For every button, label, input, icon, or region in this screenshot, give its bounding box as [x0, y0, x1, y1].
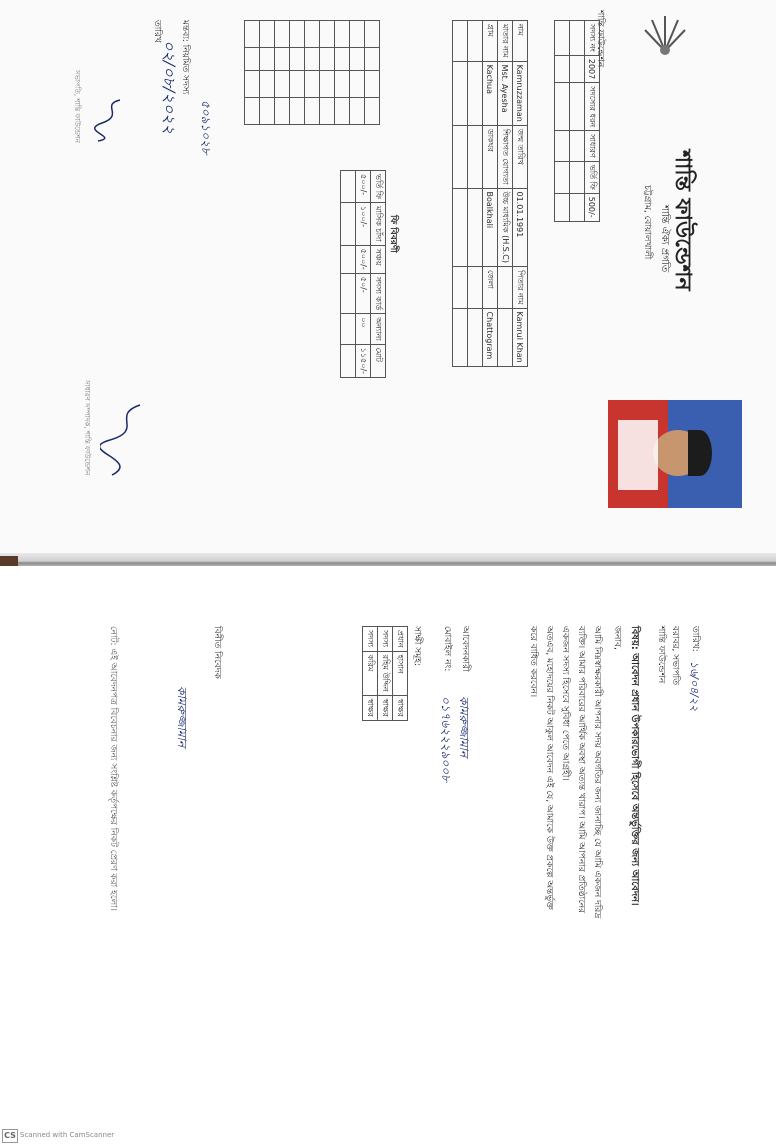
personal-label: শিক্ষাগত যোগ্যতা — [498, 125, 513, 188]
table-row — [305, 21, 320, 125]
fee-value: ১১৫০/- — [356, 344, 371, 377]
signature-left — [90, 95, 130, 145]
personal-label: নাম — [513, 21, 528, 62]
table-row — [341, 171, 356, 378]
reference-name: করিম — [363, 651, 378, 695]
camscanner-watermark: Scanned with CamScanner — [20, 1131, 115, 1139]
address-label: গ্রাম — [483, 21, 498, 62]
foundation-logo-icon — [640, 6, 690, 56]
table-row — [350, 21, 365, 125]
signature-right-caption: সাধারণ সম্পাদক, শান্তি ফাউন্ডেশন — [83, 380, 91, 476]
table-row — [356, 171, 371, 378]
fee-value: ০০ — [356, 314, 371, 344]
info-value: 2007 — [585, 55, 600, 82]
personal-value: Kamrul Khan — [513, 308, 528, 366]
table-row — [378, 627, 393, 721]
table-row — [393, 627, 408, 721]
fee-value: ৫০০/- — [356, 245, 371, 273]
certificate-title: শান্তি ফাউন্ডেশন — [670, 150, 695, 291]
personal-label: মাতার নাম — [498, 21, 513, 62]
fee-label: অন্যান্য — [371, 314, 386, 344]
signature-right — [100, 400, 150, 480]
personal-value: 01.01.1991 — [513, 188, 528, 267]
fee-table — [340, 170, 386, 378]
closing-signature: কামরুজ্জামান — [175, 686, 189, 748]
table-row — [453, 21, 468, 367]
personal-label: পিতার নাম — [513, 267, 528, 309]
fee-value: ৫০০/- — [356, 171, 371, 203]
table-row — [513, 21, 528, 367]
application-subject: বিষয়: আবেদন প্রধান উপকারভোগী হিসেবে অন্তর্ভুক্তির জন্য আবেদন। — [629, 626, 640, 906]
salutation: জনাব, — [612, 626, 622, 650]
personal-value: Mst. Ayesha — [498, 61, 513, 125]
fee-table-title: ফি বিবরণী — [388, 215, 398, 253]
note-label: মন্তব্য: নিয়মিত সদস্য — [180, 20, 190, 95]
fee-label: সদস্য কার্ড — [371, 273, 386, 313]
member-info-table — [554, 20, 600, 222]
ledger-table — [244, 20, 380, 125]
certificate-location: চট্টগ্রাম, বোয়ালখালী — [642, 185, 652, 260]
table-row — [468, 21, 483, 367]
body-line: ব্যক্তি। আমার পরিবারের আর্থিক অবস্থা অত্যন্ত খারাপ। আমি আপনার প্রতিষ্ঠানের — [576, 626, 586, 914]
fee-label: মোট — [371, 344, 386, 377]
org-name-small: শান্তি ফাউন্ডেশন — [595, 10, 605, 68]
table-row — [585, 21, 600, 222]
table-row — [483, 21, 498, 367]
address-value: Boalkhali — [483, 188, 498, 267]
application-date: ১৬/০৪/২২ — [688, 661, 701, 712]
applicant-label: আবেদনকারী — [460, 626, 470, 672]
signature-left-caption: সভাপতি, শান্তি ফাউন্ডেশন — [73, 70, 81, 143]
table-row — [320, 21, 335, 125]
table-row — [371, 171, 386, 378]
info-label: সদস্যের ধরন — [585, 83, 600, 131]
footer-note: নোট: এই আবেদনপত্র বিবেচনার জন্য সংশ্লিষ্ট কর্তৃপক্ষের নিকট প্রেরণ করা হলো। — [108, 626, 118, 912]
applicant-name: কামরুজ্জামান — [457, 696, 471, 758]
certificate-sheet — [0, 0, 776, 560]
address-label: ডাকঘর — [483, 125, 498, 188]
reference-name: হাসান — [393, 651, 408, 695]
fee-label: সঞ্চয় — [371, 245, 386, 273]
table-row — [365, 21, 380, 125]
address-value: Kachua — [483, 61, 498, 125]
info-label: সদস্য নং — [585, 21, 600, 56]
member-photo — [608, 400, 742, 508]
application-date-label: তারিখ: — [690, 626, 700, 652]
reference-sign: স্বাক্ষর — [378, 695, 393, 720]
table-row — [245, 21, 260, 125]
closing-text: বিনীত নিবেদক — [212, 626, 222, 679]
table-row — [498, 21, 513, 367]
camscanner-logo-icon: CS — [2, 1129, 18, 1143]
body-line: আমি নিম্নস্বাক্ষরকারী আপনার সদয় অবগতির জন্য জানাচ্ছি যে আমি একজন দরিদ্র — [592, 626, 602, 919]
info-value: সাধারণ — [585, 131, 600, 162]
personal-label: জন্ম তারিখ — [513, 125, 528, 188]
reference-name: রহিম উদ্দিন — [378, 651, 393, 695]
to-line: বরাবর, সভাপতি — [670, 626, 680, 685]
references-title: সাক্ষী সমূহ: — [412, 626, 422, 666]
personal-value: Kamruzzaman — [513, 61, 528, 125]
body-line: অতএব, মহোদয়ের নিকট আকুল আবেদন এই যে, আমাকে উক্ত প্রকল্পে অন্তর্ভুক্ত — [544, 626, 554, 910]
fee-value: ১০০/- — [356, 202, 371, 245]
reference-sign: স্বাক্ষর — [393, 695, 408, 720]
issue-date: ০২/০৮/২০২২ — [160, 40, 179, 134]
fee-value: ৫০/- — [356, 273, 371, 313]
references-table — [362, 626, 408, 721]
reference-sign: স্বাক্ষর — [363, 695, 378, 720]
table-row — [260, 21, 275, 125]
member-code: ৫০৯১০২৮ — [199, 100, 213, 155]
info-label: ভর্তি ফি — [585, 161, 600, 193]
personal-info-table — [452, 20, 528, 367]
certificate-subtitle: শান্তি ঐক্য প্রগতি — [659, 205, 670, 273]
fee-label: ভর্তি ফি — [371, 171, 386, 203]
body-line: করে বাধিত করবেন। — [528, 626, 538, 698]
application-sheet — [0, 566, 776, 1146]
reference-role: সদস্য — [363, 627, 378, 652]
table-row — [570, 21, 585, 222]
address-value: Chattogram — [483, 308, 498, 366]
fee-label: মাসিক চাঁদা — [371, 202, 386, 245]
body-line: একজন সদস্য হিসেবে সুবিধা পেতে আগ্রহী। — [560, 626, 570, 781]
personal-value: উচ্চ মাধ্যমিক (H.S.C) — [498, 188, 513, 267]
info-value: 500/- — [585, 193, 600, 221]
table-row — [275, 21, 290, 125]
mobile-label: মোবাইল নং: — [442, 626, 452, 672]
reference-role: প্রধান — [393, 627, 408, 652]
table-row — [290, 21, 305, 125]
mobile-value: ০১৭৬২২২৯০০৮ — [439, 696, 453, 782]
table-row — [335, 21, 350, 125]
address-label: জেলা — [483, 267, 498, 309]
table-row — [363, 627, 378, 721]
via-line: শান্তি ফাউন্ডেশন — [656, 626, 666, 684]
issue-date-label: তারিখ — [152, 20, 162, 43]
table-row — [555, 21, 570, 222]
reference-role: সদস্য — [378, 627, 393, 652]
